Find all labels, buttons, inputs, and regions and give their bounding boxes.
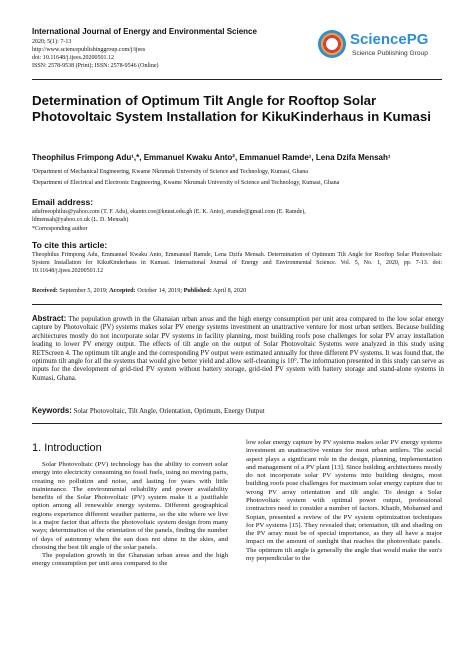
keywords xyxy=(32,406,444,415)
abstract-text: The population growth in the Ghanaian urban areas and the high energy consumption per unit area compared to the low solar energy capture by Photovoltaic (PV) systems makes solar PV energy systems investment an unattractive venture for most urban settlers. Because building architectures mostly do not incorporate solar PV systems in facility planning, most building roofs pose challenges for solar PV array installation leading to lower PV energy output. The effects of tilt angle on the output of Solar Photovoltaic Systems were analyzed in this study using RETScreen 4. The optimum tilt angle and the corresponding PV output were estimated annually for three different PV systems. It was found that, the optimum tilt angle for all the systems that would give better yield and allow self-cleaning is 10°. The information presented in this study can serve as inputs for the development of grid-tied PV system without battery storage, grid-tied PV system with battery storage and stand-alone systems in Kumasi, Ghana. xyxy=(32,316,444,382)
journal-url[interactable]: http://www.sciencepublishinggroup.com/j/ijees xyxy=(32,47,146,53)
intro-column-right xyxy=(246,439,442,563)
intro-paragraph-1: Solar Photovoltaic (PV) technology has the ability to convert solar energy into electricity consuming no fossil fuels, using no moving parts, creating no pollution and noise, and lasting for years with little maintenance. The environmental reliability and power availability benefits of the Solar Photovoltaic (PV) system make it a justifiable option among all renewable energy systems. Different geographical regions experience different weather patterns, so the site where we live is a major factor that affects the photovoltaic system design from many ways; determination of the orientation of the panels, finding the number of days of autonomy when the sun does not shine in the skies, and choosing the best tilt angle of the solar panels. xyxy=(32,461,228,551)
publisher-logo-icon xyxy=(318,30,346,58)
publisher-logo-name: SciencePG xyxy=(350,31,429,48)
publisher-logo-tagline: Science Publishing Group xyxy=(352,50,428,57)
journal-issue: 2020; 5(1): 7-13 xyxy=(32,39,72,45)
keywords-label: Keywords: xyxy=(32,406,72,415)
journal-doi[interactable]: doi: 10.11648/j.ijees.20200501.12 xyxy=(32,55,114,61)
article-dates xyxy=(32,287,442,295)
email-heading: Email address: xyxy=(32,197,94,207)
email-line-2[interactable]: ldmensah@yahoo.co.uk (L. D. Mensah) xyxy=(32,217,129,223)
intro-paragraph-2: The population growth in the Ghanaian urban areas and the high energy consumption per unit area compared to the xyxy=(32,552,228,568)
published-date: April 8, 2020 xyxy=(213,287,247,294)
affiliation-1: ¹Department of Mechanical Engineering, Kwame Nkrumah University of Science and Technology, Kumasi, Ghana xyxy=(32,169,308,175)
corresponding-note: *Corresponding author xyxy=(32,226,88,232)
abstract xyxy=(32,315,444,383)
keywords-text: Solar Photovoltaic, Tilt Angle, Orientation, Optimum, Energy Output xyxy=(73,408,265,415)
paper-title: Determination of Optimum Tilt Angle for Rooftop Solar Photovoltaic System Installation for KikuKinderhaus in Kumasi xyxy=(32,93,431,124)
accepted-date: October 14, 2019; xyxy=(137,287,183,294)
abstract-top-divider xyxy=(32,304,442,305)
published-label: Published: xyxy=(183,287,212,294)
affiliation-2: ²Department of Electrical and Electronic Engineering, Kwame Nkrumah University of Science and Technology, Kumasi, Ghana xyxy=(32,180,340,186)
abstract-label: Abstract: xyxy=(32,314,67,323)
citation-text: Theophilus Frimpong Adu, Emmanuel Kwaku Anto, Emmanuel Ramde, Lena Dzifa Mensah. Determination of Optimum Tilt Angle for Rooftop Solar Photovoltaic System Installation for KikuKinderhaus in Kumasi. International Journal of Energy and Environmental Science. Vol. 5, No. 1, 2020, pp. 7-13. doi: 10.11648/j.ijees.20200501.12 xyxy=(32,252,442,274)
intro-paragraph-3: low solar energy capture by PV systems makes solar PV energy systems investment an unattractive venture for most urban settlers. The social aspect plays a significant role in the design, planning, implementation and management of a PV plant [13]. Since building architectures mostly do not incorporate solar PV systems into building designs, most building roofs pose challenges for maximum solar energy capture due to wrong PV array orientation and tilt angle. To design a Solar Photovoltaic system with optimal power output, professional contractors need to consider a number of factors. Khatib, Mohamed and Sopian, presented a review of the PV system optimization techniques for PV systems [15]. They revealed that; orientation, tilt and shading on the PV array must be of special importance, as they all have a major impact on the amount of sunlight that reaches the photovoltaic panels. The optimum tilt angle is generally the angle that would make the sun's my perpendicular to the xyxy=(246,439,442,562)
abstract-bottom-divider xyxy=(32,423,442,424)
author-list: Theophilus Frimpong Adu¹,*, Emmanuel Kwaku Anto², Emmanuel Ramde¹, Lena Dzifa Mensah¹ xyxy=(32,153,391,162)
accepted-label: Accepted: xyxy=(109,287,136,294)
section-heading-introduction: 1. Introduction xyxy=(32,442,102,454)
intro-column-left xyxy=(32,461,228,569)
header-divider xyxy=(32,79,442,80)
journal-name: International Journal of Energy and Environmental Science xyxy=(32,27,257,36)
email-line-1[interactable]: adufreeophilus@yahoo.com (T. F. Adu), ekanto.coe@knust.edu.gh (E. K. Anto), eramde@gmail.com (E. Ramde), xyxy=(32,209,306,215)
journal-issn: ISSN: 2578-9538 (Print); ISSN: 2578-9546 (Online) xyxy=(32,63,159,69)
received-date: September 5, 2019; xyxy=(59,287,108,294)
cite-heading: To cite this article: xyxy=(32,240,108,250)
received-label: Received: xyxy=(32,287,58,294)
